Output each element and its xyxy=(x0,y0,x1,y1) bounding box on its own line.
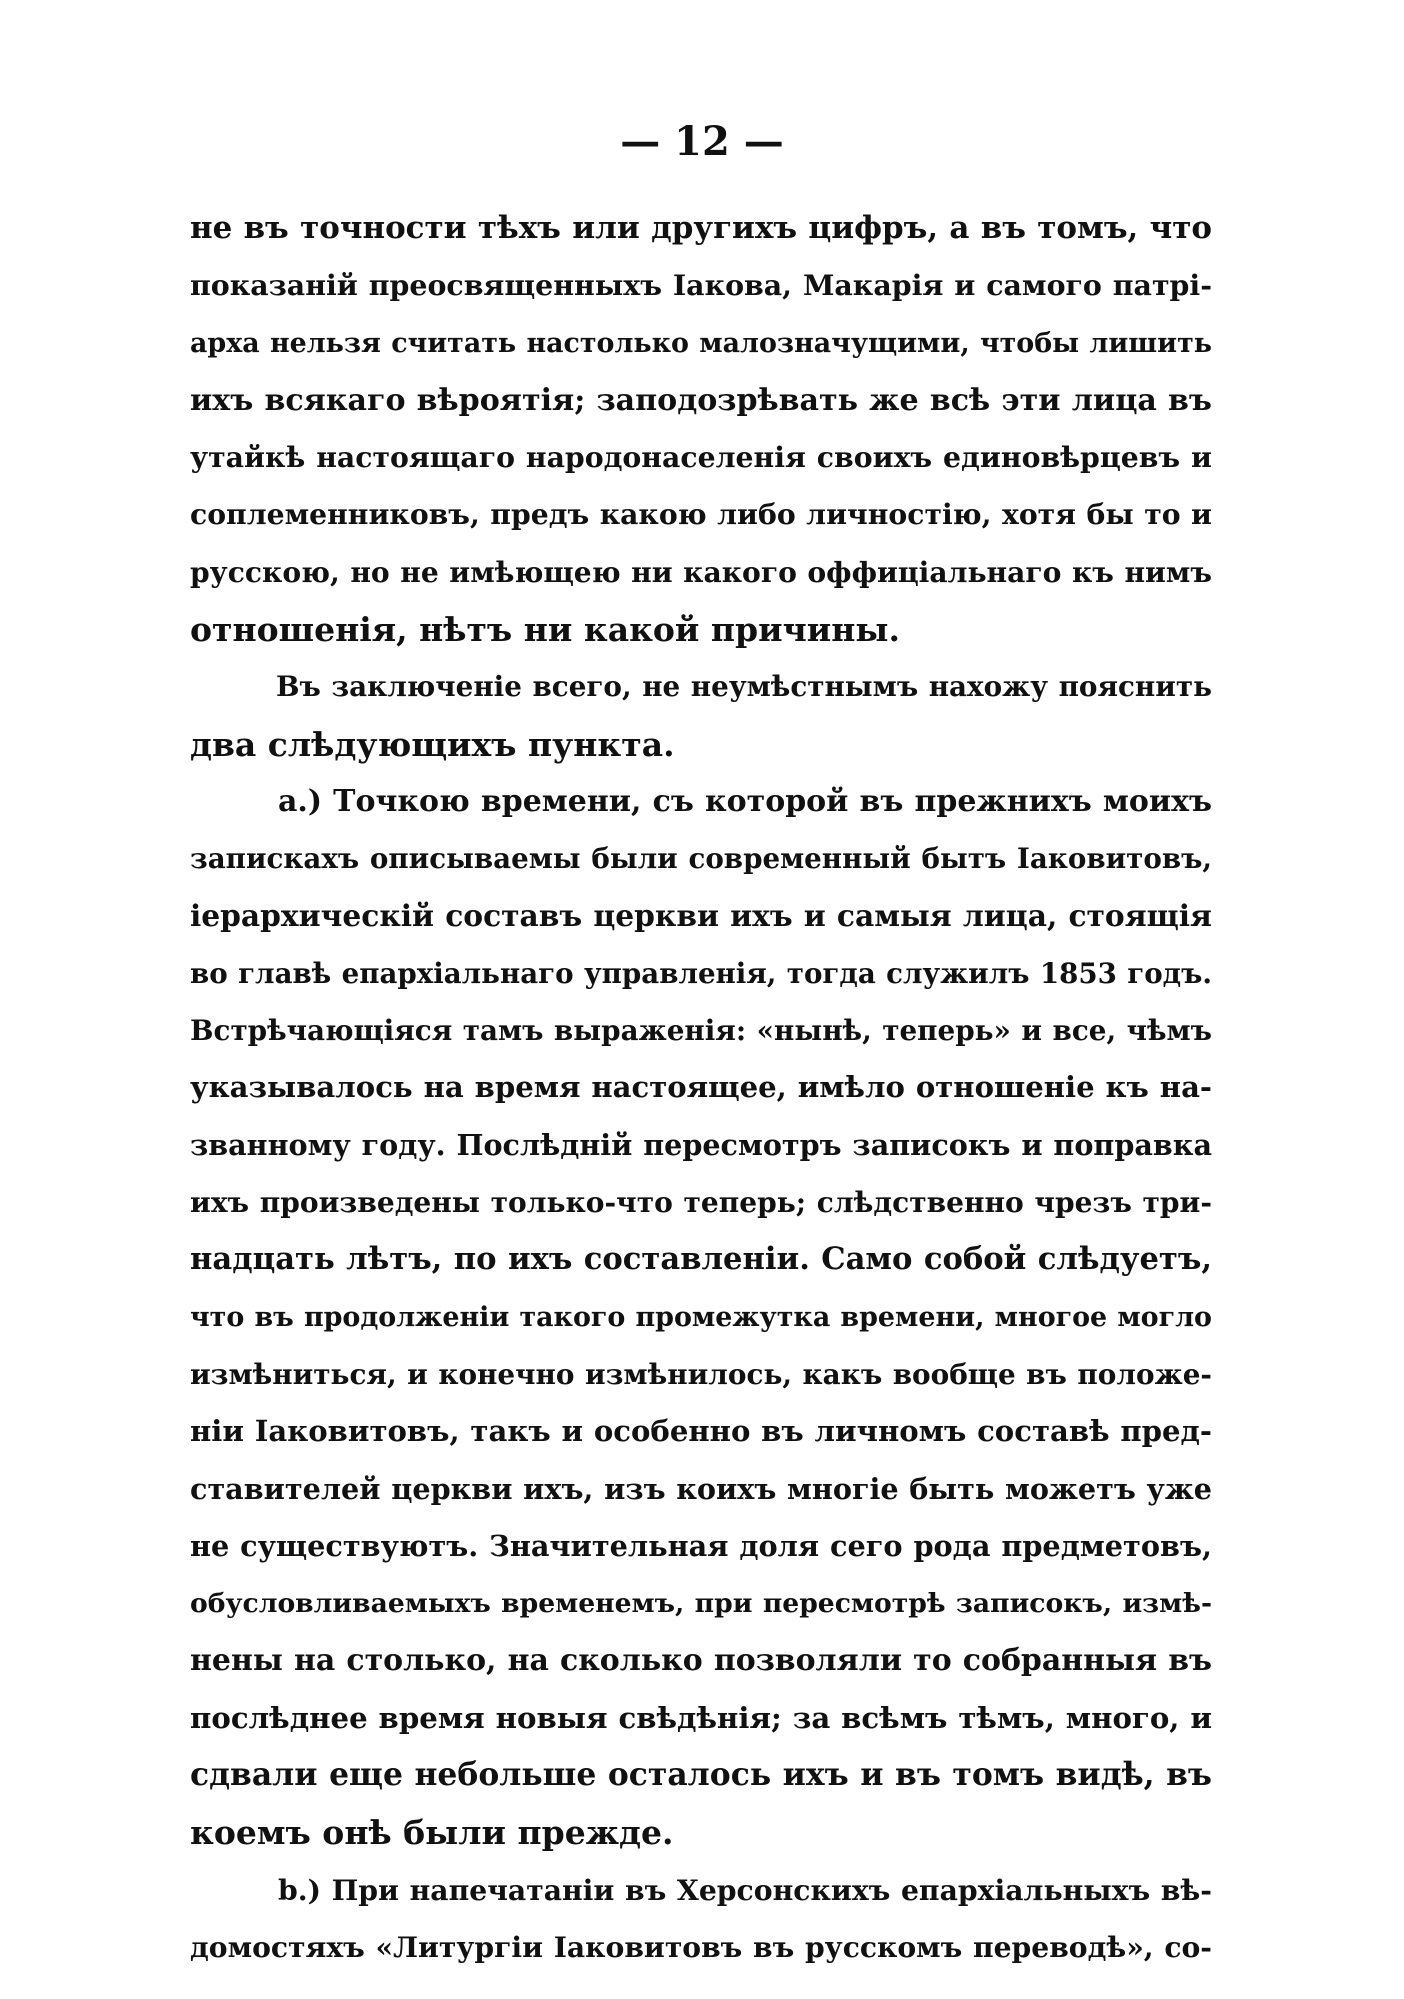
body-text xyxy=(190,200,1212,1976)
text-line: званному году. Послѣдній пересмотръ записокъ и поправка xyxy=(190,1127,1212,1162)
text-line: арха нельзя считать настолько малозначущими, чтобы лишить xyxy=(190,327,1212,359)
page-number: — 12 — xyxy=(620,118,784,165)
text-line: ихъ всякаго вѣроятія; заподозрѣвать же всѣ эти лица въ xyxy=(190,382,1212,418)
text-line: не въ точности тѣхъ или другихъ цифръ, а въ томъ, что xyxy=(190,210,1212,246)
text-line: соплеменниковъ, предъ какою либо личностію, хотя бы то и xyxy=(190,497,1212,532)
paragraph-start-line: а.) Точкою времени, съ которой въ прежнихъ моихъ xyxy=(278,783,1212,819)
text-line: іерархическій составъ церкви ихъ и самыя лица, стоящія xyxy=(190,898,1212,934)
text-line: два слѣдующихъ пункта. xyxy=(190,724,675,764)
text-line: обусловливаемыхъ временемъ, при пересмотрѣ записокъ, измѣ- xyxy=(190,1588,1212,1620)
text-line: во главѣ епархіальнаго управленія, тогда служилъ 1853 годъ. xyxy=(190,956,1212,990)
text-line: сдвали еще небольше осталось ихъ и въ томъ видѣ, въ xyxy=(190,1757,1212,1794)
text-line: послѣднее время новыя свѣдѣнія; за всѣмъ тѣмъ, много, и xyxy=(190,1700,1212,1735)
text-line: надцать лѣтъ, по ихъ составленіи. Само собой слѣдуетъ, xyxy=(190,1241,1212,1278)
text-line: коемъ онѣ были прежде. xyxy=(190,1813,674,1853)
text-line: утайкѣ настоящаго народонаселенія своихъ единовѣрцевъ и xyxy=(190,440,1212,475)
text-line: нены на столько, на сколько позволяли то собранныя въ xyxy=(190,1643,1212,1679)
text-line: что въ продолженіи такого промежутка времени, многое могло xyxy=(190,1301,1212,1333)
text-line: ніи Іаковитовъ, такъ и особенно въ личномъ составѣ пред- xyxy=(190,1414,1212,1449)
text-line: отношенія, нѣтъ ни какой причины. xyxy=(190,610,900,650)
text-line: домостяхъ «Литургіи Іаковитовъ въ русскомъ переводѣ», со- xyxy=(190,1930,1212,1964)
text-line: русскою, но не имѣющею ни какого оффиціальнаго къ нимъ xyxy=(190,555,1212,589)
paragraph-start-line: Въ заключеніе всего, не неумѣстнымъ нахожу пояснить xyxy=(276,670,1212,704)
text-line: показаній преосвященныхъ Іакова, Макарія и самого патрі- xyxy=(190,268,1212,303)
text-line: Встрѣчающіяся тамъ выраженія: «нынѣ, теперь» и все, чѣмъ xyxy=(190,1014,1212,1048)
text-line: не существуютъ. Значительная доля сего рода предметовъ, xyxy=(190,1528,1212,1563)
text-line: ихъ произведены только-что теперь; слѣдственно чрезъ три- xyxy=(190,1186,1212,1220)
text-line: измѣниться, и конечно измѣнилось, какъ вообще въ положе- xyxy=(190,1357,1212,1391)
paragraph-start-line: b.) При напечатаніи въ Херсонскихъ епархіальныхъ вѣ- xyxy=(278,1872,1212,1907)
text-line: указывалось на время настоящее, имѣло отношеніе къ на- xyxy=(190,1070,1212,1105)
text-line: запискахъ описываемы были современный бытъ Іаковитовъ, xyxy=(190,842,1212,876)
text-line: ставителей церкви ихъ, изъ коихъ многіе быть можетъ уже xyxy=(190,1471,1212,1506)
